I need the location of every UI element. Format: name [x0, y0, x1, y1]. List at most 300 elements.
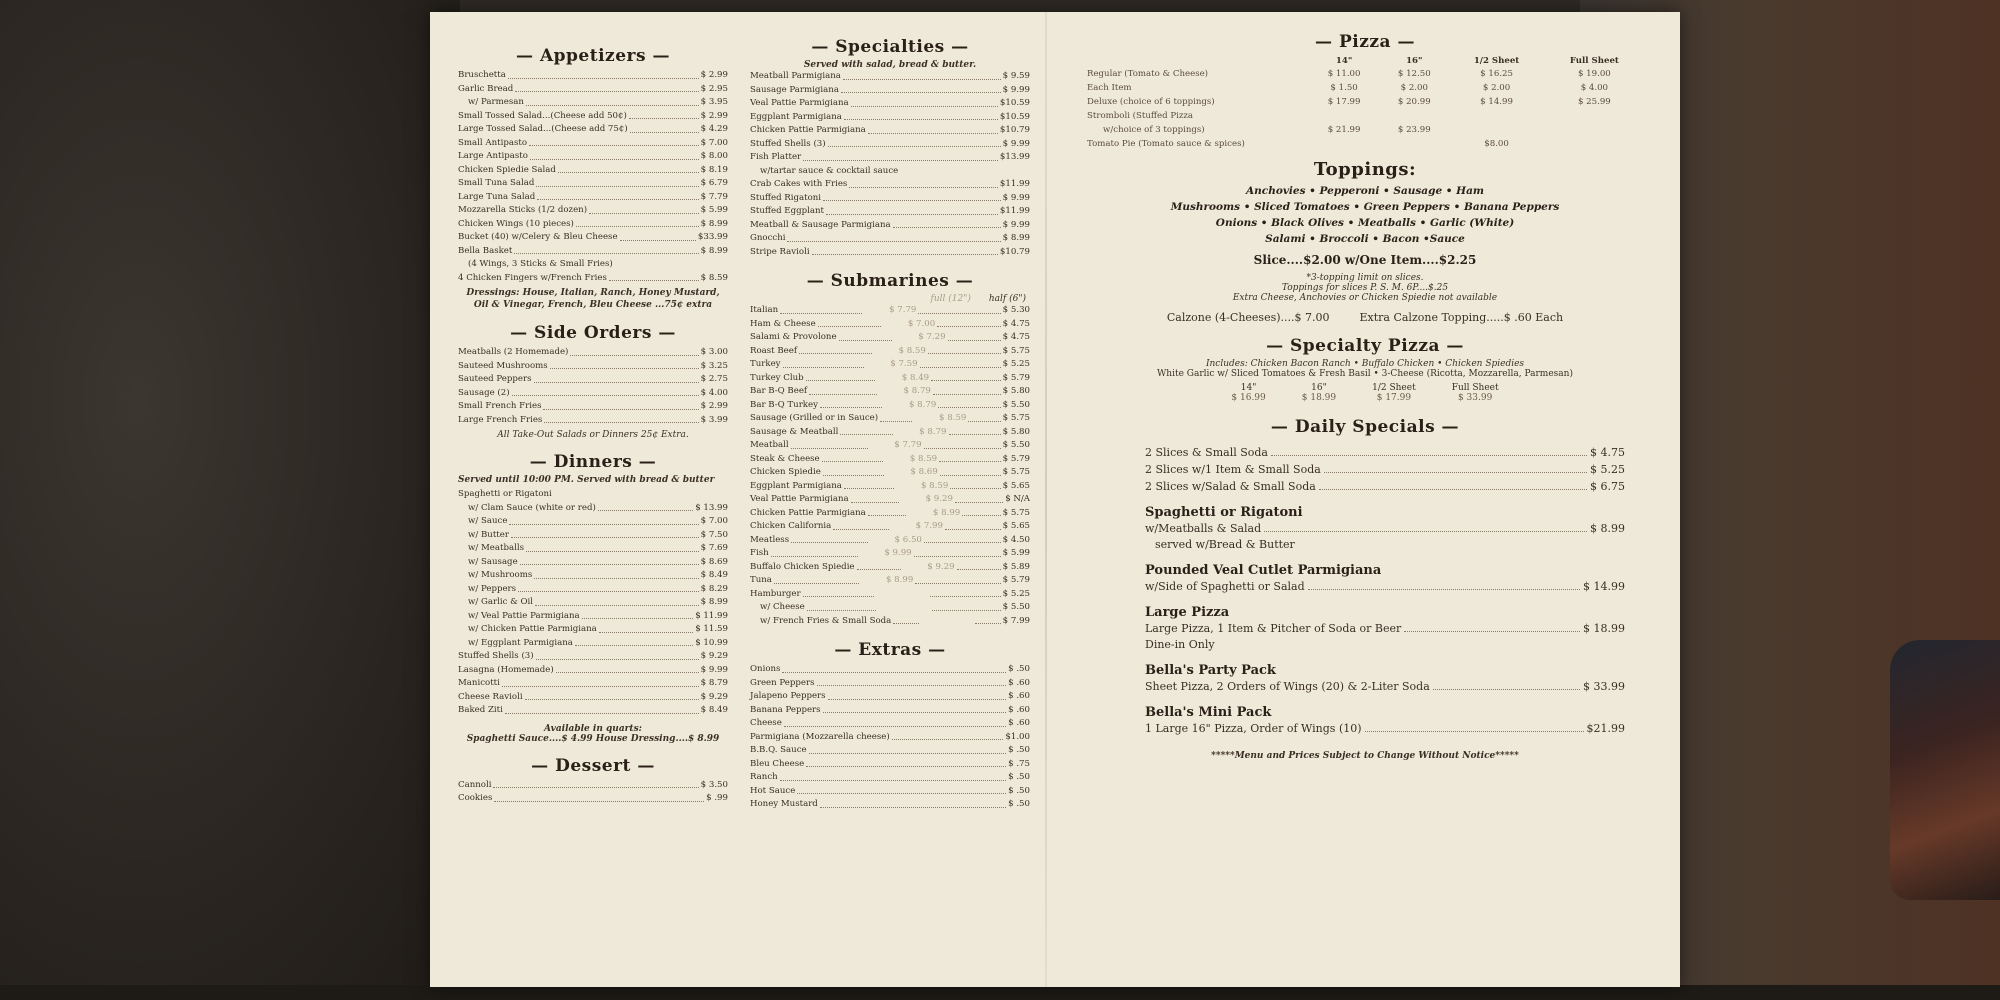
menu-item-row — [750, 111, 1030, 125]
dinners-note: Served until 10:00 PM. Served with bread & butter — [458, 475, 715, 485]
sub-item-row — [750, 520, 1030, 534]
menu-item-name: Eggplant Parmigiana — [750, 111, 842, 122]
menu-item-row — [750, 70, 1030, 84]
leader-dots — [844, 119, 998, 120]
pizza-price: $ 20.99 — [1397, 97, 1431, 107]
menu-item-name: Fish Platter — [750, 152, 802, 162]
daily-specials-list — [1085, 440, 1645, 495]
menu-item-row — [750, 731, 1030, 745]
sub-col-full: full (12") — [930, 294, 971, 304]
sub-item-row — [750, 453, 1030, 467]
leader-dots — [543, 409, 698, 410]
menu-sheet — [430, 12, 1680, 987]
menu-item-name: Meatball & Sausage Parmigiana — [750, 219, 891, 230]
leader-dots — [806, 380, 876, 381]
leader-dots — [508, 78, 699, 79]
sub-item-name: Ham & Cheese — [750, 318, 816, 329]
extras-list — [750, 663, 1030, 812]
menu-item-name: w/ Clam Sauce (white or red) — [468, 502, 596, 513]
leader-dots — [833, 529, 889, 530]
menu-item-row — [458, 400, 728, 414]
leader-dots — [505, 713, 699, 714]
sub-item-row — [750, 412, 1030, 426]
specialty-size-label: Full Sheet — [1451, 383, 1499, 393]
leader-dots — [514, 253, 698, 254]
menu-item-row — [458, 164, 728, 178]
sub-item-half-price: $ 7.99 — [1002, 615, 1031, 626]
specialty-sizes — [1085, 383, 1645, 403]
specialty-size-label: 14" — [1240, 383, 1257, 393]
menu-item-name: (4 Wings, 3 Sticks & Small Fries) — [468, 259, 613, 269]
menu-item-row — [458, 245, 728, 259]
side-orders-title: — Side Orders — — [510, 323, 676, 343]
special-deal-title: Bella's Party Pack — [1145, 663, 1276, 678]
menu-item-name: Meatball Parmigiana — [750, 71, 841, 81]
menu-item-name: Stuffed Rigatoni — [750, 192, 822, 203]
leader-dots — [494, 801, 704, 802]
menu-item-price: $10.59 — [999, 111, 1030, 122]
pizza-row — [1085, 81, 1645, 95]
menu-item-price: $ 13.99 — [695, 502, 728, 513]
special-deal-line: w/Side of Spaghetti or Salad — [1145, 580, 1305, 593]
menu-item-name: Gnocchi — [750, 233, 786, 243]
pizza-price: $8.00 — [1484, 139, 1509, 149]
table-surface-bottom — [0, 985, 2000, 1000]
menu-item-name: w/ Chicken Pattie Parmigiana — [468, 624, 597, 634]
menu-item-row — [750, 663, 1030, 677]
menu-item-price: $ 9.99 — [1002, 84, 1030, 95]
toppings-line: Anchovies • Pepperoni • Sausage • Ham — [1246, 185, 1484, 197]
menu-item-price: $ 9.99 — [1002, 192, 1030, 203]
leader-dots — [945, 529, 1001, 530]
special-deal-extra: Dine-in Only — [1145, 638, 1215, 651]
menu-item-price: $ 8.99 — [700, 245, 728, 256]
daily-special-name: 2 Slices w/Salad & Small Soda — [1145, 480, 1316, 493]
leader-dots — [598, 510, 693, 511]
submarines-list — [750, 304, 1030, 628]
sub-item-row — [750, 493, 1030, 507]
leader-dots — [818, 326, 882, 327]
pizza-size-header — [1085, 55, 1309, 67]
menu-item-row — [750, 205, 1030, 219]
menu-item-name: Cookies — [458, 793, 493, 803]
pizza-price — [1309, 109, 1379, 123]
sub-item-half-price: $ 5.75 — [1002, 413, 1030, 423]
side-orders-list — [458, 346, 728, 427]
menu-item-price: $ 3.50 — [700, 779, 728, 790]
leader-dots — [791, 448, 868, 449]
pizza-price — [1309, 137, 1379, 151]
menu-item-price: $10.79 — [999, 125, 1030, 135]
pizza-body — [1085, 67, 1645, 151]
menu-item-row — [458, 231, 728, 245]
leader-dots — [575, 645, 693, 646]
special-deal-price: $ 14.99 — [1583, 580, 1625, 593]
submarines-title: — Submarines — — [806, 271, 974, 291]
menu-item-row — [458, 650, 728, 664]
toppings-title: Toppings: — [1313, 159, 1417, 180]
menu-item-price: $ 9.99 — [1002, 138, 1030, 149]
specialty-size — [1231, 383, 1265, 403]
sub-item-full-price: $ 7.79 — [894, 440, 922, 450]
pizza-price — [1379, 109, 1449, 123]
leader-dots — [920, 367, 1001, 368]
pizza-price: $ 23.99 — [1397, 125, 1431, 135]
menu-column-1 — [458, 42, 728, 806]
pizza-price — [1449, 109, 1543, 123]
leader-dots — [576, 226, 699, 227]
menu-item-row — [750, 246, 1030, 260]
leader-dots — [791, 542, 868, 543]
sub-item-row — [750, 304, 1030, 318]
leader-dots — [782, 672, 1006, 673]
fabric-edge — [1890, 640, 2000, 900]
menu-item-price: $ .50 — [1008, 772, 1030, 782]
menu-item-row — [458, 83, 728, 97]
pizza-item-name: Deluxe (choice of 6 toppings) — [1087, 97, 1215, 107]
leader-dots — [1319, 489, 1587, 490]
sub-item-row — [750, 574, 1030, 588]
special-deal-price: $21.99 — [1586, 722, 1625, 735]
pizza-price: $ 12.50 — [1397, 69, 1431, 79]
menu-item-row — [458, 623, 728, 637]
leader-dots — [526, 551, 699, 552]
menu-item-price: $ 2.99 — [700, 70, 728, 80]
menu-item-row — [458, 96, 728, 110]
menu-item-row — [458, 373, 728, 387]
extras-title: — Extras — — [834, 640, 946, 660]
dessert-list — [458, 779, 728, 806]
leader-dots — [630, 132, 699, 133]
menu-item-name: Large Antipasto — [458, 151, 528, 161]
menu-item-price: $ 7.50 — [700, 529, 728, 540]
menu-item-price: $ .50 — [1008, 799, 1030, 809]
leader-dots — [932, 610, 1001, 611]
menu-item-name: w/ Veal Pattie Parmigiana — [468, 610, 580, 621]
leader-dots — [839, 340, 892, 341]
menu-footer: *****Menu and Prices Subject to Change Without Notice***** — [1211, 751, 1519, 761]
toppings-line: Salami • Broccoli • Bacon •Sauce — [1265, 233, 1465, 245]
menu-item-row — [458, 150, 728, 164]
special-deal — [1145, 605, 1625, 653]
menu-item-row — [458, 177, 728, 191]
sub-item-full-price: $ 8.99 — [932, 507, 961, 518]
specialty-pizza-title: — Specialty Pizza — — [1266, 336, 1464, 356]
leader-dots — [797, 793, 1006, 794]
menu-item-price: $ 8.79 — [700, 678, 728, 688]
menu-item-price: $ 9.59 — [1002, 71, 1030, 81]
sub-item-half-price: $ 4.75 — [1002, 318, 1031, 329]
sub-item-name: Eggplant Parmigiana — [750, 480, 842, 491]
leader-dots — [544, 422, 698, 423]
menu-item-price: $ 7.00 — [700, 516, 728, 526]
menu-item-name: Mozzarella Sticks (1/2 dozen) — [458, 205, 588, 215]
pizza-item-name: Stromboli (Stuffed Pizza — [1087, 111, 1194, 121]
pizza-price: $ 1.50 — [1330, 83, 1358, 93]
pizza-size-header: 14" — [1335, 56, 1353, 66]
leader-dots — [828, 146, 1001, 147]
pizza-row — [1085, 123, 1645, 137]
menu-item-name: Lasagna (Homemade) — [458, 664, 554, 675]
menu-item-price: $ 7.79 — [700, 191, 728, 202]
pizza-price — [1379, 137, 1449, 151]
sub-item-full-price: $ 8.99 — [885, 575, 914, 585]
leader-dots — [841, 92, 1001, 93]
pizza-row — [1085, 137, 1645, 151]
menu-item-row — [458, 204, 728, 218]
special-deal — [1145, 705, 1625, 737]
sub-item-full-price: $ 9.29 — [927, 561, 955, 572]
menu-item-price: $ 2.75 — [700, 374, 728, 384]
daily-special-price: $ 4.75 — [1590, 446, 1625, 459]
menu-item-row — [458, 515, 728, 529]
sub-item-name: Italian — [750, 305, 779, 315]
sub-item-name: Fish — [750, 548, 769, 558]
leader-dots — [809, 394, 877, 395]
leader-dots — [806, 766, 1006, 767]
slice-price: Slice....$2.00 w/One Item....$2.25 — [1253, 253, 1477, 267]
sub-item-name: Turkey — [750, 359, 781, 369]
menu-item-name: Bella Basket — [458, 245, 513, 256]
leader-dots — [822, 461, 884, 462]
menu-item-price: $ 11.99 — [695, 610, 728, 621]
special-deal-line: Large Pizza, 1 Item & Pitcher of Soda or Beer — [1145, 622, 1402, 635]
leader-dots — [840, 434, 892, 435]
appetizers-title: — Appetizers — — [516, 46, 670, 66]
sub-item-name: Chicken California — [750, 521, 832, 531]
sub-item-row — [750, 426, 1030, 440]
menu-item-price: $ 9.29 — [700, 691, 728, 702]
sub-col-half: half (6") — [988, 294, 1026, 304]
menu-item-row — [750, 84, 1030, 98]
menu-item-name: Sauteed Mushrooms — [458, 360, 548, 371]
leader-dots — [868, 133, 998, 134]
menu-item-price: $ 8.29 — [700, 583, 728, 594]
pizza-row — [1085, 67, 1645, 81]
special-deal — [1145, 563, 1625, 595]
menu-item-name: Sausage (2) — [458, 387, 510, 398]
specialty-size-price: $ 16.99 — [1231, 393, 1266, 403]
leader-dots — [774, 583, 859, 584]
leader-dots — [924, 448, 1001, 449]
menu-item-price: $ 3.95 — [700, 97, 728, 107]
special-deal-title: Large Pizza — [1145, 605, 1230, 620]
menu-item-row — [458, 583, 728, 597]
menu-item-name: w/ Eggplant Parmigiana — [468, 637, 573, 648]
slice-note-2: Toppings for slices P. S. M. 6P....$.25 — [1281, 283, 1449, 293]
sub-item-full-price: $ 7.99 — [915, 521, 943, 531]
sub-item-name: Tuna — [750, 575, 772, 585]
sub-item-row — [750, 588, 1030, 602]
menu-item-row — [750, 717, 1030, 731]
menu-item-row — [458, 110, 728, 124]
specialty-size-price: $ 17.99 — [1376, 393, 1412, 403]
leader-dots — [780, 313, 862, 314]
leader-dots — [784, 726, 1006, 727]
leader-dots — [844, 488, 894, 489]
menu-item-price: $ 8.00 — [700, 151, 728, 161]
specialty-includes-2: White Garlic w/ Sliced Tomatoes & Fresh Basil • 3-Cheese (Ricotta, Mozzarella, Parmesan) — [1157, 369, 1573, 379]
menu-item-name: Meatballs (2 Homemade) — [458, 347, 569, 357]
leader-dots — [511, 537, 699, 538]
pizza-price — [1544, 137, 1645, 151]
menu-item-row — [458, 502, 728, 516]
leader-dots — [518, 591, 699, 592]
menu-item-name: Veal Pattie Parmigiana — [750, 98, 849, 108]
menu-item-name: w/ Parmesan — [468, 97, 524, 107]
menu-item-name: Honey Mustard — [750, 799, 818, 809]
menu-item-row — [458, 488, 728, 502]
sub-item-row — [750, 534, 1030, 548]
leader-dots — [868, 515, 906, 516]
sub-item-row — [750, 480, 1030, 494]
menu-item-name: Small Tuna Salad — [458, 178, 535, 188]
menu-item-row — [458, 272, 728, 286]
pizza-header-row — [1085, 55, 1645, 67]
menu-item-row — [458, 258, 728, 272]
sub-item-row — [750, 399, 1030, 413]
menu-item-price: $33.99 — [697, 232, 728, 242]
menu-item-price: $ 3.00 — [700, 347, 728, 357]
menu-item-price: $ 8.49 — [700, 705, 728, 715]
menu-item-row — [458, 69, 728, 83]
menu-item-row — [458, 677, 728, 691]
pizza-item-name: Tomato Pie (Tomato sauce & spices) — [1087, 139, 1245, 149]
leader-dots — [599, 632, 693, 633]
menu-item-name: Spaghetti or Rigatoni — [458, 489, 552, 499]
pizza-title: — Pizza — — [1315, 32, 1415, 52]
menu-item-name: w/ Meatballs — [468, 543, 524, 553]
menu-item-name: Cheese — [750, 718, 782, 728]
leader-dots — [938, 407, 1000, 408]
leader-dots — [537, 199, 698, 200]
sub-item-full-price: $ 9.99 — [884, 548, 912, 558]
sub-item-half-price: $ 5.50 — [1002, 440, 1030, 450]
leader-dots — [629, 118, 699, 119]
sub-item-half-price: $ 5.80 — [1002, 386, 1031, 396]
menu-item-row — [458, 596, 728, 610]
pizza-price: $ 2.00 — [1482, 83, 1511, 93]
leader-dots — [556, 672, 699, 673]
sub-item-row — [750, 507, 1030, 521]
menu-item-row — [750, 232, 1030, 246]
leader-dots — [975, 623, 1001, 624]
menu-item-name: Parmigiana (Mozzarella cheese) — [750, 731, 890, 742]
sub-item-half-price: $ 4.75 — [1002, 332, 1030, 342]
menu-item-price: $ .50 — [1008, 785, 1030, 796]
daily-specials-title: — Daily Specials — — [1270, 417, 1460, 437]
special-deal-title: Bella's Mini Pack — [1145, 705, 1272, 720]
menu-item-price: $ 11.59 — [695, 624, 728, 634]
leader-dots — [809, 753, 1007, 754]
special-deal-line: Sheet Pizza, 2 Orders of Wings (20) & 2-Liter Soda — [1145, 680, 1430, 693]
leader-dots — [949, 434, 1001, 435]
leader-dots — [892, 739, 1004, 740]
menu-item-row — [458, 360, 728, 374]
pizza-price: $ 4.00 — [1580, 83, 1609, 93]
leader-dots — [957, 569, 1001, 570]
leader-dots — [620, 240, 696, 241]
sub-item-row — [750, 358, 1030, 372]
menu-item-name: w/ Sauce — [468, 516, 508, 526]
leader-dots — [536, 659, 699, 660]
menu-item-price: $ .50 — [1008, 745, 1030, 755]
quarts-title: Available in quarts: — [544, 723, 642, 734]
specialty-size — [1302, 383, 1336, 403]
dinners-title: — Dinners — — [529, 452, 657, 472]
special-deal-row — [1145, 520, 1625, 537]
menu-item-row — [458, 610, 728, 624]
sub-item-full-price: $ 8.79 — [903, 386, 931, 396]
menu-item-price: $ 7.69 — [700, 543, 728, 553]
leader-dots — [939, 461, 1001, 462]
special-deal-price: $ 18.99 — [1583, 622, 1625, 635]
menu-item-row — [750, 771, 1030, 785]
menu-item-price: $ 6.79 — [700, 178, 728, 188]
menu-item-name: Small Tossed Salad...(Cheese add 50¢) — [458, 110, 627, 121]
special-deal — [1145, 663, 1625, 695]
menu-column-3 — [1085, 32, 1645, 761]
sub-item-name: Meatless — [750, 534, 790, 545]
leader-dots — [940, 475, 1001, 476]
menu-item-price: $ .60 — [1008, 677, 1030, 688]
sub-item-half-price: $ 5.89 — [1002, 561, 1030, 572]
special-deal-row — [1145, 620, 1625, 637]
sub-item-name: Bar B-Q Beef — [750, 386, 808, 396]
menu-item-row — [750, 744, 1030, 758]
sub-item-full-price: $ 7.79 — [889, 305, 917, 315]
menu-item-row — [458, 779, 728, 793]
leader-dots — [828, 699, 1007, 700]
leader-dots — [914, 556, 1001, 557]
sub-item-row — [750, 561, 1030, 575]
menu-item-name: Banana Peppers — [750, 704, 821, 715]
leader-dots — [826, 214, 998, 215]
menu-item-price: $11.99 — [999, 179, 1030, 189]
specialty-size — [1372, 383, 1416, 403]
menu-item-name: Large Tuna Salad — [458, 191, 536, 202]
sub-item-full-price: $ 8.79 — [919, 426, 947, 437]
calzone-row — [1085, 311, 1645, 324]
menu-item-row — [458, 664, 728, 678]
specialty-size-label: 16" — [1311, 383, 1327, 393]
daily-special-row — [1145, 478, 1625, 495]
menu-item-name: Hot Sauce — [750, 785, 796, 796]
menu-item-name: w/ Peppers — [468, 583, 517, 594]
menu-item-name: Crab Cakes with Fries — [750, 179, 848, 189]
menu-item-row — [750, 219, 1030, 233]
table-surface-left — [0, 0, 460, 1000]
sub-item-half-price: $ N/A — [1005, 494, 1031, 504]
menu-item-price: $10.59 — [999, 98, 1030, 108]
leader-dots — [924, 542, 1001, 543]
sub-item-half-price: $ 5.79 — [1002, 575, 1030, 585]
menu-item-price: $ 2.99 — [700, 401, 728, 411]
leader-dots — [512, 395, 699, 396]
special-deal-price: $ 33.99 — [1583, 680, 1625, 693]
sub-item-half-price: $ 5.79 — [1002, 372, 1030, 383]
leader-dots — [807, 610, 876, 611]
menu-column-2 — [750, 37, 1030, 812]
submarines-header — [750, 294, 1030, 304]
menu-item-price: $ 7.00 — [700, 137, 728, 148]
specialties-list — [750, 70, 1030, 259]
leader-dots — [515, 91, 698, 92]
pizza-item-name: Each Item — [1087, 83, 1132, 93]
special-deal-row — [1145, 720, 1625, 737]
sub-item-full-price: $ 6.50 — [894, 534, 922, 545]
menu-item-row — [750, 138, 1030, 152]
